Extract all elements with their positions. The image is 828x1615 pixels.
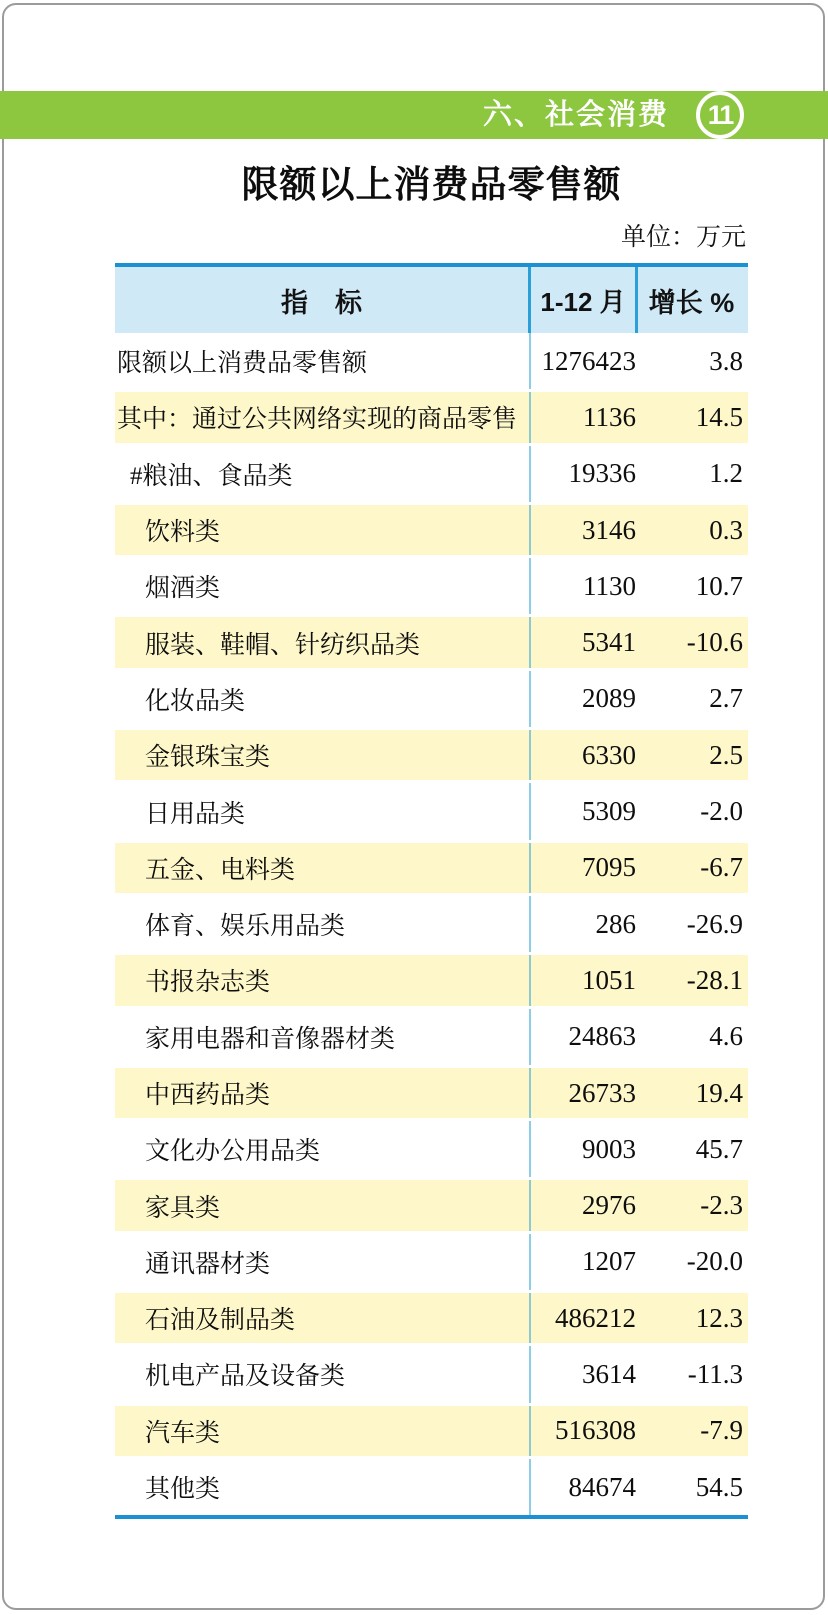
row-label: 服装、鞋帽、针纺织品类 [115, 617, 531, 667]
row-value: 9003 [582, 1133, 636, 1164]
table-row [115, 1009, 748, 1065]
row-value: 5309 [582, 796, 636, 827]
row-growth: 45.7 [695, 1133, 743, 1164]
row-growth: -2.0 [700, 796, 743, 827]
row-label: 中西药品类 [115, 1068, 531, 1118]
table-row [115, 1234, 748, 1290]
row-value: 486212 [555, 1302, 636, 1333]
data-table [115, 263, 748, 1519]
title-wrap [115, 163, 748, 207]
table-header [115, 267, 748, 333]
table-row [115, 1177, 748, 1233]
row-value: 6330 [582, 739, 636, 770]
row-label: 文化办公用品类 [115, 1121, 531, 1177]
row-label: 饮料类 [115, 505, 531, 555]
row-growth: 19.4 [695, 1077, 743, 1108]
row-growth: 4.6 [709, 1021, 743, 1052]
row-growth: -11.3 [687, 1358, 743, 1389]
row-value: 2089 [582, 683, 636, 714]
row-value: 26733 [568, 1077, 636, 1108]
row-value: 7095 [582, 852, 636, 883]
row-growth: 2.5 [709, 739, 743, 770]
column-header-growth: 增长 % [648, 287, 735, 318]
table-row [115, 840, 748, 896]
row-label: 体育、娱乐用品类 [115, 896, 531, 952]
row-value: 286 [595, 908, 636, 939]
row-value: 84674 [568, 1471, 636, 1502]
row-growth: -10.6 [686, 627, 743, 658]
row-value: 1207 [582, 1246, 636, 1277]
row-value: 24863 [568, 1021, 636, 1052]
row-growth: -20.0 [686, 1246, 743, 1277]
column-header-indicator: 指 标 [115, 267, 531, 333]
row-label: 石油及制品类 [115, 1293, 531, 1343]
row-value: 3614 [582, 1358, 636, 1389]
row-label: 金银珠宝类 [115, 730, 531, 780]
column-header-period: 1-12 月 [531, 267, 638, 333]
table-row [115, 502, 748, 558]
row-growth: 0.3 [709, 514, 743, 545]
row-growth: 3.8 [709, 345, 743, 376]
table-row [115, 896, 748, 952]
table-body [115, 333, 748, 1515]
section-band [0, 91, 828, 139]
row-label: 其他类 [115, 1459, 531, 1515]
section-number-badge: 11 [696, 91, 744, 139]
row-value: 5341 [582, 627, 636, 658]
row-label: 五金、电料类 [115, 843, 531, 893]
row-label: 烟酒类 [115, 558, 531, 614]
row-label: 限额以上消费品零售额 [115, 333, 531, 389]
table-row [115, 1290, 748, 1346]
table-row [115, 333, 748, 389]
table-row [115, 558, 748, 614]
unit-note: 单位：万元 [620, 223, 746, 251]
table-row [115, 389, 748, 445]
page-title: 限额以上消费品零售额 [241, 164, 622, 205]
row-label: 汽车类 [115, 1406, 531, 1456]
row-value: 1051 [582, 964, 636, 995]
row-value: 1136 [583, 401, 636, 432]
row-label: 其中：通过公共网络实现的商品零售 [115, 392, 531, 442]
row-label: 书报杂志类 [115, 955, 531, 1005]
table-row [115, 783, 748, 839]
row-growth: 54.5 [695, 1471, 743, 1502]
row-label: 家用电器和音像器材类 [115, 1009, 531, 1065]
row-value: 19336 [568, 458, 636, 489]
table-row [115, 1459, 748, 1515]
table-row [115, 671, 748, 727]
row-value: 2976 [582, 1190, 636, 1221]
table-row [115, 1121, 748, 1177]
row-label: 机电产品及设备类 [115, 1346, 531, 1402]
table-row [115, 1403, 748, 1459]
row-label: 日用品类 [115, 783, 531, 839]
row-growth: 14.5 [695, 401, 743, 432]
table-row [115, 1065, 748, 1121]
row-label: 通讯器材类 [115, 1234, 531, 1290]
table-row [115, 727, 748, 783]
table-row [115, 952, 748, 1008]
row-growth: 1.2 [709, 458, 743, 489]
row-value: 1276423 [541, 345, 636, 376]
row-growth: -26.9 [686, 908, 743, 939]
row-growth: -7.9 [700, 1415, 743, 1446]
table-row [115, 1346, 748, 1402]
row-value: 1130 [583, 570, 636, 601]
table-row [115, 446, 748, 502]
row-growth: 2.7 [709, 683, 743, 714]
row-growth: 12.3 [695, 1302, 743, 1333]
row-growth: -28.1 [686, 964, 743, 995]
row-label: 化妆品类 [115, 671, 531, 727]
row-growth: -2.3 [700, 1190, 743, 1221]
row-value: 3146 [582, 514, 636, 545]
row-label: #粮油、食品类 [115, 446, 531, 502]
section-label: 六、社会消费 [482, 98, 669, 131]
row-value: 516308 [555, 1415, 636, 1446]
table-row [115, 614, 748, 670]
row-growth: 10.7 [695, 570, 743, 601]
row-label: 家具类 [115, 1180, 531, 1230]
row-growth: -6.7 [700, 852, 743, 883]
